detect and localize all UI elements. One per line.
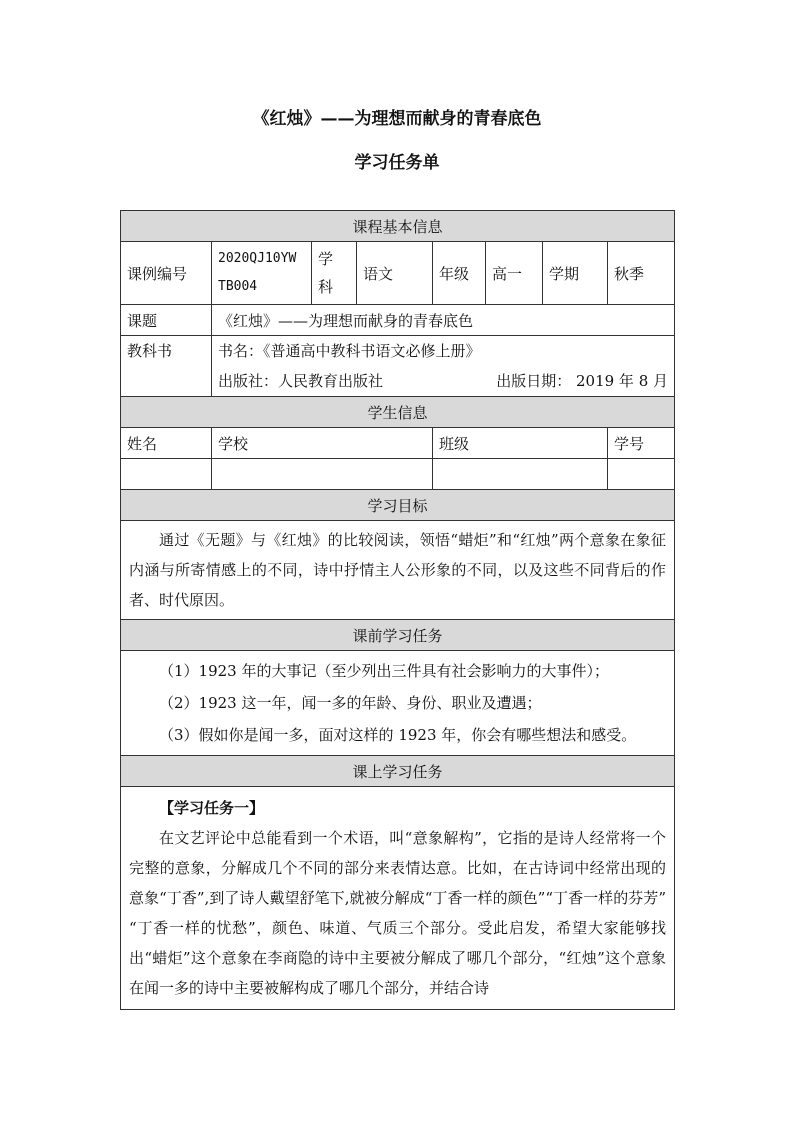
topic-label: 课题 [121,305,212,336]
pre-task-item: （3）假如你是闻一多，面对这样的 1923 年，你会有哪些想法和感受。 [159,726,637,744]
topic-value: 《红烛》——为理想而献身的青春底色 [212,305,675,336]
task-one-title: 【学习任务一】 [159,799,265,817]
case-no-label: 课例编号 [121,242,212,305]
student-id-label: 学号 [608,428,675,459]
goal-header: 学习目标 [121,490,675,521]
textbook-value [212,336,675,397]
case-no-value [212,242,312,305]
class-label: 班级 [433,428,608,459]
pre-task-item: （1）1923 年的大事记（至少列出三件具有社会影响力的大事件）； [159,662,609,680]
course-info-header: 课程基本信息 [121,211,675,242]
school-label: 学校 [212,428,433,459]
pre-task-list [121,651,675,756]
class-task-header: 课上学习任务 [121,756,675,787]
subject-label-2: 科 [318,278,334,296]
case-no-line-1: 2020QJ10YW [218,251,297,266]
task-sheet-table [120,210,675,1010]
school-field[interactable] [212,459,433,490]
case-no-line-2: TB004 [218,279,258,294]
class-field[interactable] [433,459,608,490]
grade-value: 高一 [486,242,543,305]
pre-task-item: （2）1923 这一年，闻一多的年龄、身份、职业及遭遇； [159,694,542,712]
goal-text: 通过《无题》与《红烛》的比较阅读，领悟“蜡炬”和“红烛”两个意象在象征内涵与所寄情感上的不同，诗中抒情主人公形象的不同，以及这些不同背后的作者、时代原因。 [121,521,675,620]
document-subtitle: 学习任务单 [354,153,440,173]
term-label: 学期 [543,242,608,305]
document-title: 《红烛》——为理想而献身的青春底色 [252,109,542,129]
subject-label [312,242,357,305]
grade-label: 年级 [433,242,486,305]
subject-value: 语文 [357,242,433,305]
textbook-label: 教科书 [121,336,212,397]
book-name: 书名：《普通高中教科书语文必修上册》 [218,342,481,360]
publisher-line [218,366,668,396]
term-value: 秋季 [608,242,675,305]
name-label: 姓名 [121,428,212,459]
subject-label-1: 学 [318,250,334,268]
publish-date: 出版日期： 2019 年 8 月 [496,372,669,390]
name-field[interactable] [121,459,212,490]
student-id-field[interactable] [608,459,675,490]
task-one-text: 在文艺评论中总能看到一个术语，叫“意象解构”，它指的是诗人经常将一个完整的意象，分解成几个不同的部分来表情达意。比如，在古诗词中经常出现的意象“丁香”,到了诗人戴望舒笔下,就被分解成“丁香一样的颜色”“丁香一样的芬芳” “丁香一样的忧愁”，颜色、味道、气质三个部分。受此启发，希望大家能够找出“蜡炬”这个意象在李商隐的诗中主要被分解成了哪几个部分，“红烛”这个意象在闻一多的诗中主要被解构成了哪几个部分，并结合诗 [129,829,667,997]
pre-task-header: 课前学习任务 [121,620,675,651]
student-info-header: 学生信息 [121,397,675,428]
publisher: 出版社：人民教育出版社 [218,372,384,390]
class-task-content [121,787,675,1010]
